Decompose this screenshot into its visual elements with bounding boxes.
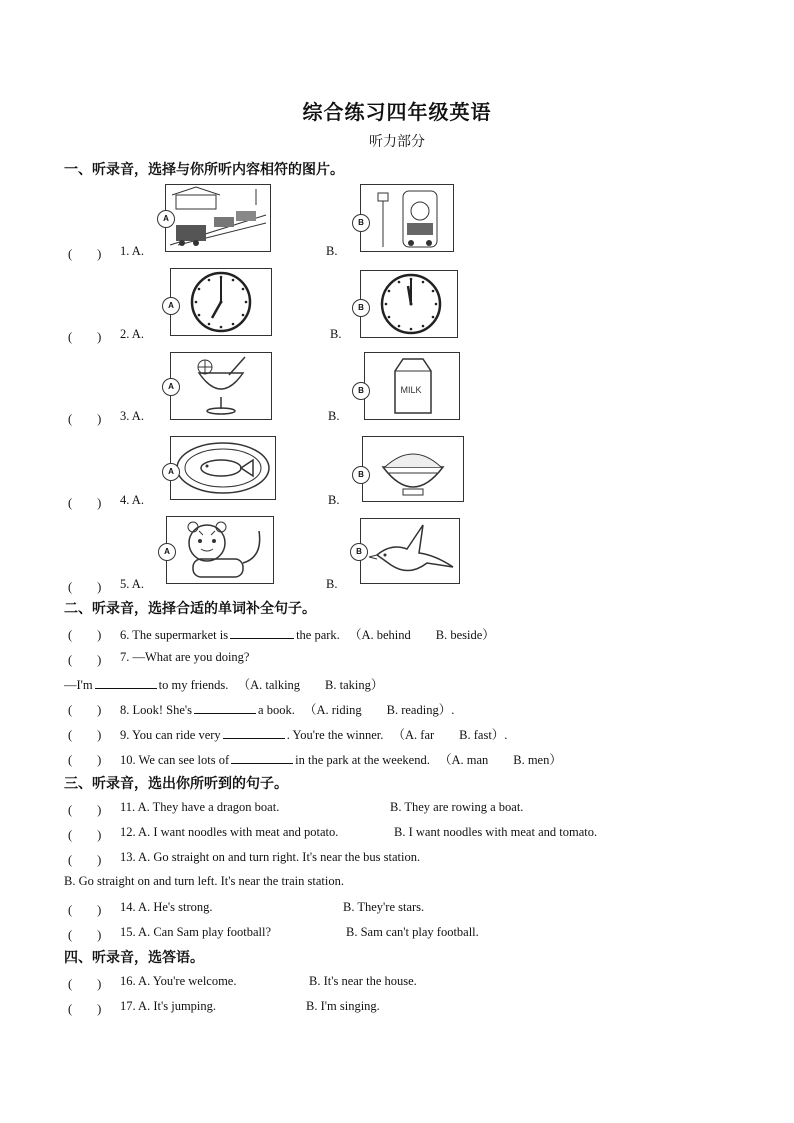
question-4-label: 4. A.	[120, 493, 144, 507]
answer-paren-15[interactable]: ( )	[68, 928, 102, 942]
option-a-badge: A	[158, 543, 176, 561]
option-b-badge: B	[352, 466, 370, 484]
question-8-options: （A. riding B. reading）.	[303, 703, 455, 717]
question-17-option-b: B. I'm singing.	[306, 999, 380, 1013]
picture-1b	[360, 184, 454, 252]
option-b-badge: B	[352, 299, 370, 317]
question-1-b-label: B.	[326, 244, 338, 258]
picture-3b	[364, 352, 460, 420]
question-2-label: 2. A.	[120, 327, 144, 341]
question-16-option-a: 16. A. You're welcome.	[120, 974, 237, 988]
option-a-badge: A	[162, 378, 180, 396]
question-13-option-a: 13. A. Go straight on and turn right. It's near the bus station.	[120, 850, 421, 864]
section-2-heading: 二、听录音，选择合适的单词补全句子。	[64, 602, 316, 617]
question-8-blank[interactable]	[194, 702, 256, 714]
page-title: 综合练习四年级英语	[302, 102, 492, 124]
option-b-badge: B	[350, 543, 368, 561]
answer-paren-5[interactable]: ( )	[68, 580, 102, 594]
bus-driver-icon	[361, 185, 453, 251]
answer-paren-7[interactable]: ( )	[68, 653, 102, 667]
milk-carton-icon	[365, 353, 459, 419]
train-station-icon	[166, 185, 270, 251]
question-5-label: 5. A.	[120, 577, 144, 591]
option-b-badge: B	[352, 382, 370, 400]
question-11-option-a: 11. A. They have a dragon boat.	[120, 800, 280, 814]
question-1-label: 1. A.	[120, 244, 144, 258]
answer-paren-14[interactable]: ( )	[68, 903, 102, 917]
question-7-text-b: —I'm	[64, 678, 93, 692]
option-a-badge: A	[162, 463, 180, 481]
picture-4b	[362, 436, 464, 502]
section-4-heading: 四、听录音，选答语。	[64, 951, 204, 966]
question-12-option-a: 12. A. I want noodles with meat and potato.	[120, 825, 339, 839]
tiger-icon	[167, 517, 273, 583]
question-6	[120, 625, 495, 643]
answer-paren-6[interactable]: ( )	[68, 628, 102, 642]
question-9	[120, 725, 507, 743]
picture-3a	[170, 352, 272, 420]
answer-paren-1[interactable]: ( )	[68, 247, 102, 261]
question-10-text-b: in the park at the weekend.	[295, 753, 430, 767]
question-9-blank[interactable]	[223, 727, 285, 739]
answer-paren-13[interactable]: ( )	[68, 853, 102, 867]
page-subtitle: 听力部分	[369, 135, 425, 150]
picture-2a	[170, 268, 272, 336]
question-10-blank[interactable]	[231, 752, 293, 764]
question-3-b-label: B.	[328, 409, 340, 423]
question-7-text-a: 7. —What are you doing?	[120, 650, 250, 664]
section-1-heading: 一、听录音，选择与你所听内容相符的图片。	[64, 163, 344, 178]
rice-bowl-icon	[363, 437, 463, 501]
question-10-options: （A. man B. men）	[438, 753, 562, 767]
question-6-blank[interactable]	[230, 627, 294, 639]
question-7-text-c: to my friends.	[158, 678, 229, 692]
question-6-text-b: the park.	[296, 628, 340, 642]
clock-seven-icon	[171, 269, 271, 335]
option-a-badge: A	[162, 297, 180, 315]
question-7-options: （A. talking B. taking）	[237, 678, 384, 692]
question-17-option-a: 17. A. It's jumping.	[120, 999, 217, 1013]
question-15-option-b: B. Sam can't play football.	[346, 925, 479, 939]
answer-paren-4[interactable]: ( )	[68, 496, 102, 510]
answer-paren-3[interactable]: ( )	[68, 412, 102, 426]
option-b-badge: B	[352, 214, 370, 232]
clock-twelve-icon	[361, 271, 457, 337]
question-5-b-label: B.	[326, 577, 338, 591]
picture-1a	[165, 184, 271, 252]
picture-4a	[170, 436, 276, 500]
question-9-options: （A. far B. fast）.	[392, 728, 508, 742]
answer-paren-9[interactable]: ( )	[68, 728, 102, 742]
question-8-text-a: 8. Look! She's	[120, 703, 193, 717]
answer-paren-8[interactable]: ( )	[68, 703, 102, 717]
question-15-option-a: 15. A. Can Sam play football?	[120, 925, 272, 939]
question-7-blank[interactable]	[95, 677, 157, 689]
question-3-label: 3. A.	[120, 409, 144, 423]
question-11-option-b: B. They are rowing a boat.	[390, 800, 524, 814]
answer-paren-11[interactable]: ( )	[68, 803, 102, 817]
question-9-text-a: 9. You can ride very	[120, 728, 221, 742]
question-9-text-b: . You're the winner.	[286, 728, 384, 742]
juice-glass-icon	[171, 353, 271, 419]
question-10-text-a: 10. We can see lots of	[120, 753, 230, 767]
question-14-option-b: B. They're stars.	[343, 900, 425, 914]
picture-5b	[360, 518, 460, 584]
question-14-option-a: 14. A. He's strong.	[120, 900, 213, 914]
bird-icon	[361, 519, 459, 583]
picture-5a	[166, 516, 274, 584]
answer-paren-12[interactable]: ( )	[68, 828, 102, 842]
question-4-b-label: B.	[328, 493, 340, 507]
question-6-options: （A. behind B. beside）	[348, 628, 495, 642]
section-3-heading: 三、听录音，选出你所听到的句子。	[64, 777, 288, 792]
question-2-b-label: B.	[330, 327, 342, 341]
question-16-option-b: B. It's near the house.	[309, 974, 417, 988]
answer-paren-16[interactable]: ( )	[68, 977, 102, 991]
question-6-text-a: 6. The supermarket is	[120, 628, 229, 642]
question-12-option-b: B. I want noodles with meat and tomato.	[394, 825, 598, 839]
milk-label: MILK	[400, 385, 422, 395]
question-7	[64, 675, 383, 693]
question-10	[120, 750, 562, 768]
question-8-text-b: a book.	[258, 703, 295, 717]
answer-paren-17[interactable]: ( )	[68, 1002, 102, 1016]
picture-2b	[360, 270, 458, 338]
answer-paren-2[interactable]: ( )	[68, 330, 102, 344]
fish-plate-icon	[171, 437, 275, 499]
option-a-badge: A	[157, 210, 175, 228]
answer-paren-10[interactable]: ( )	[68, 753, 102, 767]
question-13-option-b: B. Go straight on and turn left. It's near the train station.	[64, 874, 344, 888]
question-8	[120, 700, 454, 718]
